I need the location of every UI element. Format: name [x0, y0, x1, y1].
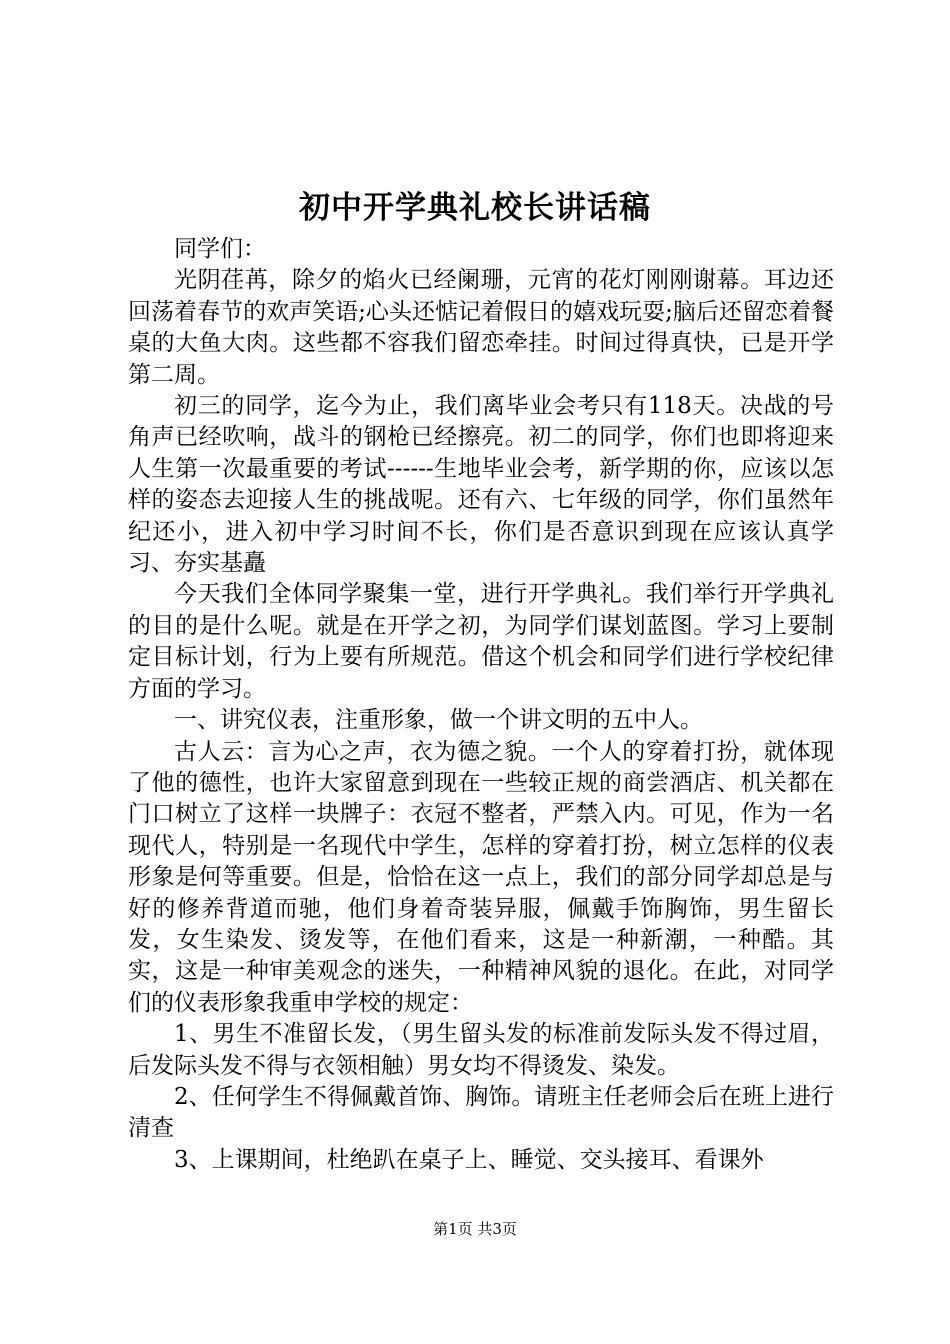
document-title: 初中开学典礼校长讲话稿: [299, 190, 651, 226]
salutation: 同学们：: [174, 236, 266, 262]
section-heading: 一、讲究仪表，注重形象，做一个讲文明的五中人。: [174, 707, 703, 734]
rule-item: 1、男生不准留长发，（男生留头发的标准前发际头发不得过眉，后发际头发不得与衣领相触）男女均不得烫发、染发。: [128, 1021, 834, 1079]
paragraph: 光阴荏苒，除夕的焰火已经阑珊，元宵的花灯刚刚谢幕。耳边还回荡着春节的欢声笑语;心头还惦记着假日的嬉戏玩耍;脑后还留恋着餐桌的大鱼大肉。这些都不容我们留恋牵挂。时间过得真快，已是开学第二周。: [128, 267, 834, 388]
paragraph: 古人云：言为心之声，衣为德之貌。一个人的穿着打扮，就体现了他的德性，也许大家留意到现在一些较正规的商尝酒店、机关都在门口树立了这样一块牌子：衣冠不整者，严禁入内。可见，作为一名现代人，特别是一名现代中学生，怎样的穿着打扮，树立怎样的仪表形象是何等重要。但是，恰恰在这一点上，我们的部分同学却总是与好的修养背道而驰，他们身着奇装异服，佩戴手饰胸饰，男生留长发，女生染发、烫发等，在他们看来，这是一种新潮，一种酷。其实，这是一种审美观念的迷失，一种精神风貌的退化。在此，对同学们的仪表形象我重申学校的规定：: [128, 738, 834, 1016]
rule-item: 2、任何学生不得佩戴首饰、胸饰。请班主任老师会后在班上进行清查: [128, 1083, 834, 1142]
paragraph: 今天我们全体同学聚集一堂，进行开学典礼。我们举行开学典礼的目的是什么呢。就是在开学之初，为同学们谋划蓝图。学习上要制定目标计划，行为上要有所规范。借这个机会和同学们进行学校纪律方面的学习。: [128, 581, 834, 702]
page-number: 第1页 共3页: [433, 1220, 517, 1238]
paragraph: 初三的同学，迄今为止，我们离毕业会考只有118天。决战的号角声已经吹响，战斗的钢枪已经擦亮。初二的同学，你们也即将迎来人生第一次最重要的考试------生地毕业会考，新学期的你，应该以怎样的姿态去迎接人生的挑战呢。还有六、七年级的同学，你们虽然年纪还小，进入初中学习时间不长，你们是否意识到现在应该认真学习、夯实基矗: [128, 393, 834, 577]
document-body: [128, 234, 834, 1176]
rule-item: 3、上课期间，杜绝趴在桌子上、睡觉、交头接耳、看课外: [174, 1146, 764, 1173]
